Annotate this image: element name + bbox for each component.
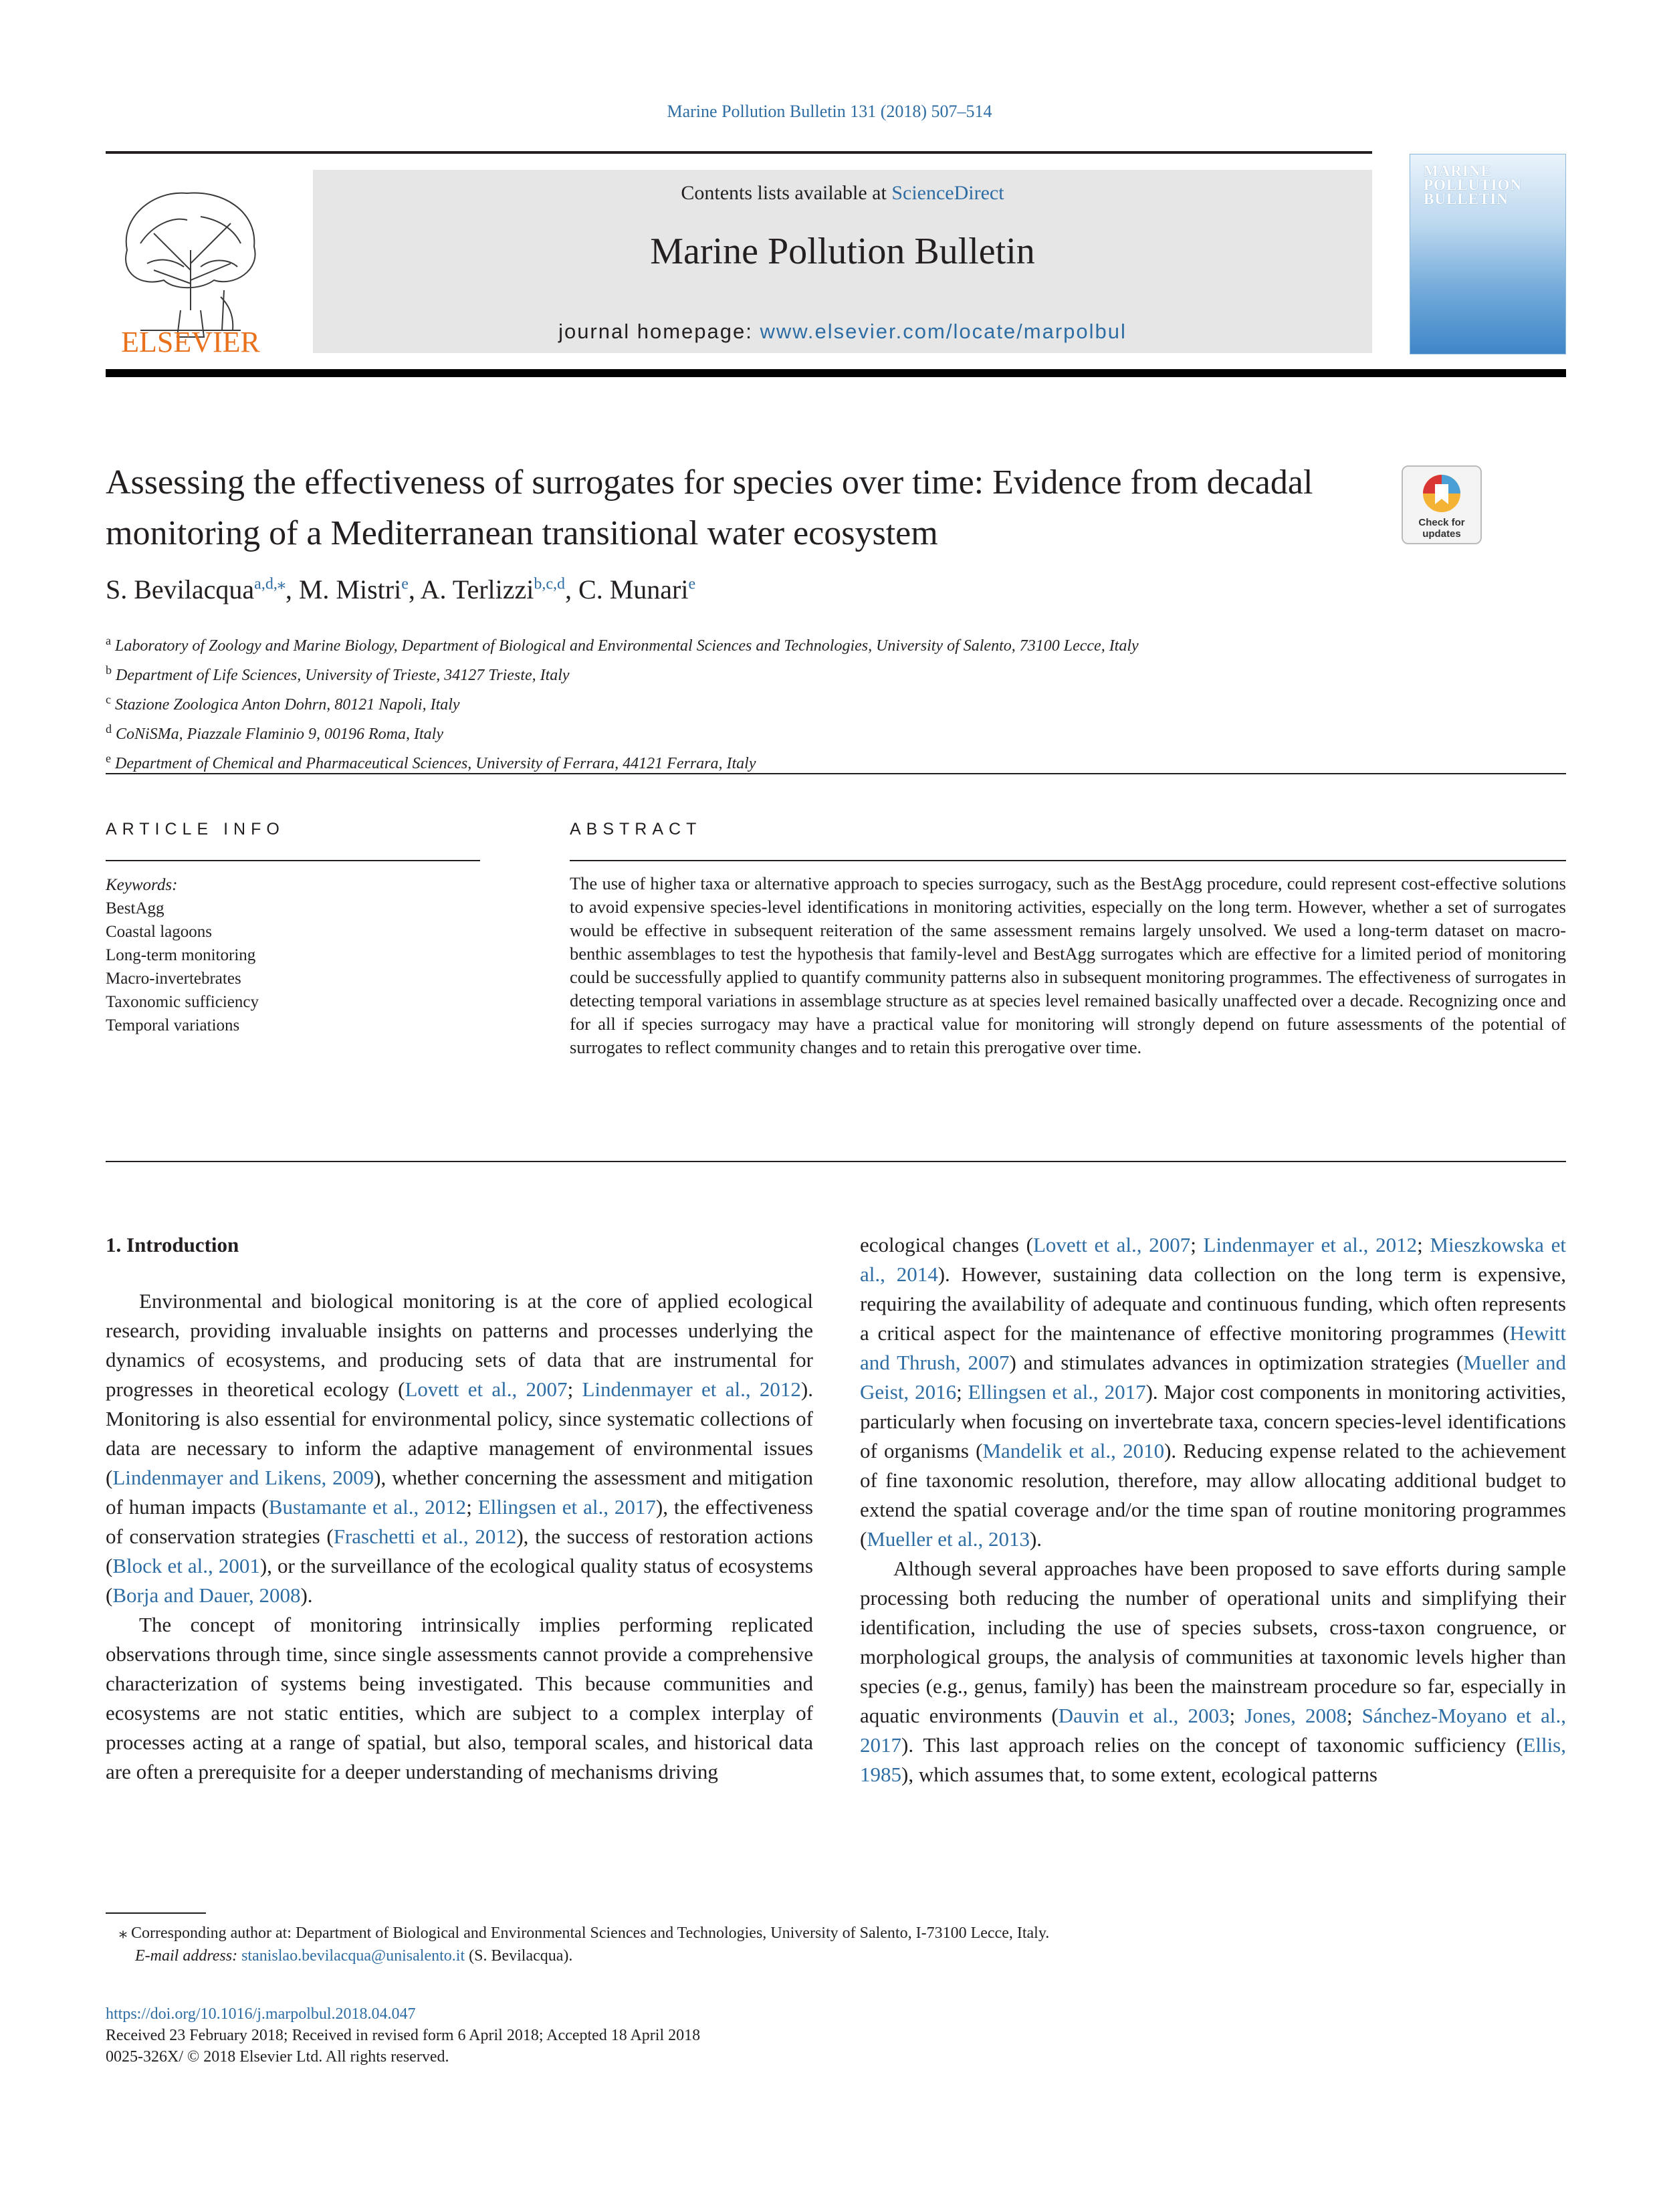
affiliation: $^d$ CoNiSMa, Piazzale Flaminio 9, 00196 Roma, Italy (106, 722, 443, 743)
keyword: Temporal variations (106, 1016, 240, 1034)
citation-link[interactable]: Hewitt and Thrush, 2007 (860, 1321, 1566, 1374)
author-affiliation-marks[interactable]: e (401, 575, 409, 593)
header-rule (106, 151, 1372, 154)
journal-banner (313, 170, 1372, 353)
author-name: C. Munari (578, 574, 689, 604)
author-list: S. Bevilacqua$^{a,d,⁎}$, M. Mistri$^e$, A. Terlizzi$^{b,c,d}$, C. Munari$^e$ (106, 574, 696, 604)
affiliation: $^e$ Department of Chemical and Pharmaceutical Sciences, University of Ferrara, 44121 Ferrara, Italy (106, 752, 756, 772)
citation-link[interactable]: Jones, 2008 (1244, 1704, 1347, 1727)
cover-title: MARINE POLLUTION BULLETIN (1424, 162, 1523, 207)
citation-link[interactable]: Lindenmayer et al., 2012 (1203, 1233, 1418, 1256)
section-rule (106, 1161, 1566, 1162)
section-heading: 1. Introduction (106, 1233, 239, 1256)
keyword: BestAgg (106, 899, 164, 917)
affiliation: $^c$ Stazione Zoologica Anton Dohrn, 80121 Napoli, Italy (106, 693, 460, 713)
corresponding-author-note: ⁎ Corresponding author at: Department of Biological and Environmental Sciences and Technologies, University of Salento, I-73100 Lecce, Italy. (119, 1924, 1050, 1942)
header-thick-rule (106, 369, 1566, 377)
received-dates: Received 23 February 2018; Received in revised form 6 April 2018; Accepted 18 April 2018 (106, 2027, 701, 2044)
contents-line: Contents lists available at ScienceDirect (681, 182, 1004, 204)
citation-link[interactable]: Lovett et al., 2007 (405, 1377, 568, 1401)
running-head[interactable]: Marine Pollution Bulletin 131 (2018) 507–514 (667, 102, 992, 121)
body-column-left (106, 1230, 813, 1787)
keyword: Taxonomic sufficiency (106, 993, 259, 1011)
email-note: E-mail address: stanislao.bevilacqua@unisalento.it (S. Bevilacqua). (135, 1947, 573, 1965)
author-name: A. Terlizzi (420, 574, 534, 604)
citation-link[interactable]: Bustamante et al., 2012 (268, 1495, 467, 1519)
citation-link[interactable]: Ellis, 1985 (860, 1733, 1566, 1786)
footnotes (106, 1922, 1049, 1967)
copyright: 0025-326X/ © 2018 Elsevier Ltd. All rights reserved. (106, 2048, 449, 2066)
keywords-label: Keywords: (106, 876, 178, 894)
elsevier-logo (100, 170, 281, 357)
citation-link[interactable]: Mueller and Geist, 2016 (860, 1351, 1567, 1404)
keyword: Long-term monitoring (106, 946, 256, 964)
homepage-link[interactable]: www.elsevier.com/locate/marpolbul (760, 320, 1127, 343)
doi-link[interactable]: https://doi.org/10.1016/j.marpolbul.2018.04.047 (106, 2005, 416, 2023)
body-paragraph: The concept of monitoring intrinsically implies performing replicated observations through time, since single assessments cannot provide a comprehensive characterization of systems being investigated. This because communities and ecosystems are not static entities, which are subject to a complex interplay of processes acting at a range of spatial, but also, temporal scales, and historical data are often a prerequisite for a deeper understanding of mechanisms driving (106, 1613, 813, 1783)
keywords-list (106, 873, 259, 1037)
citation-link[interactable]: Sánchez-Moyano et al., 2017 (860, 1704, 1566, 1757)
citation-link[interactable]: Ellingsen et al., 2017 (477, 1495, 656, 1519)
author-affiliation-marks[interactable]: a,d,⁎ (254, 575, 286, 593)
article-title: Assessing the effectiveness of surrogates for species over time: Evidence from decadal monitoring of a Mediterranean transitional water ecosystem (106, 463, 1313, 552)
article-metadata (106, 2003, 700, 2068)
abstract-rule (570, 860, 1566, 861)
citation-link[interactable]: Lindenmayer et al., 2012 (582, 1377, 801, 1401)
citation-link[interactable]: Ellingsen et al., 2017 (968, 1380, 1146, 1404)
citation-link[interactable]: Lindenmayer and Likens, 2009 (112, 1466, 374, 1489)
body-paragraph: Environmental and biological monitoring is at the core of applied ecological research, providing invaluable insights on patterns and processes underlying the dynamics of ecosystems, and producing sets of data that are instrumental for progresses in theoretical ecology (Lovett et al., 2007; Lindenmayer et al., 2012). Monitoring is also essential for environmental policy, since systematic collections of data are necessary to inform the adaptive management of environmental issues (Lindenmayer and Likens, 2009), whether concerning the assessment and mitigation of human impacts (Bustamante et al., 2012; Ellingsen et al., 2017), the effectiveness of conservation strategies (Fraschetti et al., 2012), the success of restoration actions (Block et al., 2001), or the surveillance of the ecological quality status of ecosystems (Borja and Dauer, 2008). (106, 1289, 813, 1607)
footnote-rule (106, 1912, 206, 1914)
author-affiliation-marks[interactable]: b,c,d (534, 575, 566, 593)
citation-link[interactable]: Borja and Dauer, 2008 (112, 1583, 301, 1607)
journal-title: Marine Pollution Bulletin (650, 231, 1035, 272)
affiliation: $^a$ Laboratory of Zoology and Marine Biology, Department of Biological and Environmental Sciences and Technologies, University of Salento, 73100 Lecce, Italy (106, 634, 1139, 655)
elsevier-wordmark: ELSEVIER (121, 326, 260, 357)
citation-link[interactable]: Block et al., 2001 (112, 1554, 260, 1577)
affiliations (106, 629, 1139, 776)
elsevier-tree-icon (100, 170, 281, 357)
email-link[interactable]: stanislao.bevilacqua@unisalento.it (241, 1947, 465, 1965)
citation-link[interactable]: Fraschetti et al., 2012 (333, 1525, 517, 1548)
body-paragraph: Although several approaches have been proposed to save efforts during sample processing both reducing the number of operational units and simplifying their identification, including the use of species subsets, cross-taxon congruence, or morphological groups, the analysis of communities at taxonomic levels higher than species (e.g., genus, family) has been the mainstream procedure so far, especially in aquatic environments (Dauvin et al., 2003; Jones, 2008; Sánchez-Moyano et al., 2017). This last approach relies on the concept of taxonomic sufficiency (Ellis, 1985), which assumes that, to some extent, ecological patterns (860, 1557, 1566, 1786)
citation-link[interactable]: Mueller et al., 2013 (867, 1527, 1030, 1551)
article-info-heading: ARTICLE INFO (106, 820, 285, 839)
keyword: Coastal lagoons (106, 923, 213, 941)
section-rule (106, 773, 1566, 774)
abstract-text: The use of higher taxa or alternative approach to species surrogacy, such as the BestAgg procedure, could represent cost-effective solutions to avoid expensive species-level identifications in monitoring activities, especially on the long term. However, whether a set of surrogates would be effective in subsequent reiteration of the same assessment remains largely unsolved. We used a long-term dataset on macro-benthic assemblages to test the hypothesis that family-level and BestAgg surrogates which are effective for a limited period of monitoring could be successfully applied to quantify community patterns also in subsequent monitoring programmes. The effectiveness of surrogates in detecting temporal variations in assemblage structure as at species level remained basically unaffected over a decade. Recognizing once and for all if species surrogacy may have a practical value for monitoring will strongly depend on future assessments of the potential of surrogates to reflect community changes and to retain this prerogative over time. (570, 873, 1566, 1057)
citation-link[interactable]: Dauvin et al., 2003 (1058, 1704, 1230, 1727)
article-info-rule (106, 860, 480, 861)
author-affiliation-marks[interactable]: e (688, 575, 696, 593)
check-for-updates-button[interactable] (1402, 465, 1482, 544)
affiliation: $^b$ Department of Life Sciences, University of Trieste, 34127 Trieste, Italy (106, 663, 570, 684)
svg-text:updates: updates (1422, 528, 1461, 540)
body-paragraph: ecological changes (Lovett et al., 2007; Lindenmayer et al., 2012; Mieszkowska et al., 2014). However, sustaining data collection on the long term is expensive, requiring the availability of adequate and continuous funding, which often represents a critical aspect for the maintenance of effective monitoring programmes (Hewitt and Thrush, 2007) and stimulates advances in optimization strategies (Mueller and Geist, 2016; Ellingsen et al., 2017). Major cost components in monitoring activities, particularly when focusing on invertebrate taxa, concern species-level identifications of organisms (Mandelik et al., 2010). Reducing expense related to the achievement of fine taxonomic resolution, therefore, may allow allocating additional budget to extend the spatial coverage and/or the time span of routine monitoring programmes (Mueller et al., 2013). (860, 1233, 1567, 1551)
citation-link[interactable]: Lovett et al., 2007 (1032, 1233, 1191, 1256)
author-name: S. Bevilacqua (106, 574, 255, 604)
abstract-heading: ABSTRACT (570, 820, 702, 839)
svg-text:Check for: Check for (1418, 517, 1465, 528)
body-column-right (860, 1230, 1566, 1789)
journal-homepage: journal homepage: www.elsevier.com/locate/marpolbul (558, 320, 1127, 343)
citation-link[interactable]: Mandelik et al., 2010 (982, 1439, 1165, 1462)
citation-link[interactable]: Mieszkowska et al., 2014 (860, 1233, 1566, 1286)
crossmark-icon (1403, 467, 1480, 543)
journal-cover-image[interactable] (1410, 154, 1566, 354)
keyword: Macro-invertebrates (106, 970, 241, 988)
author-name: M. Mistri (298, 574, 402, 604)
sciencedirect-link[interactable]: ScienceDirect (891, 182, 1004, 204)
